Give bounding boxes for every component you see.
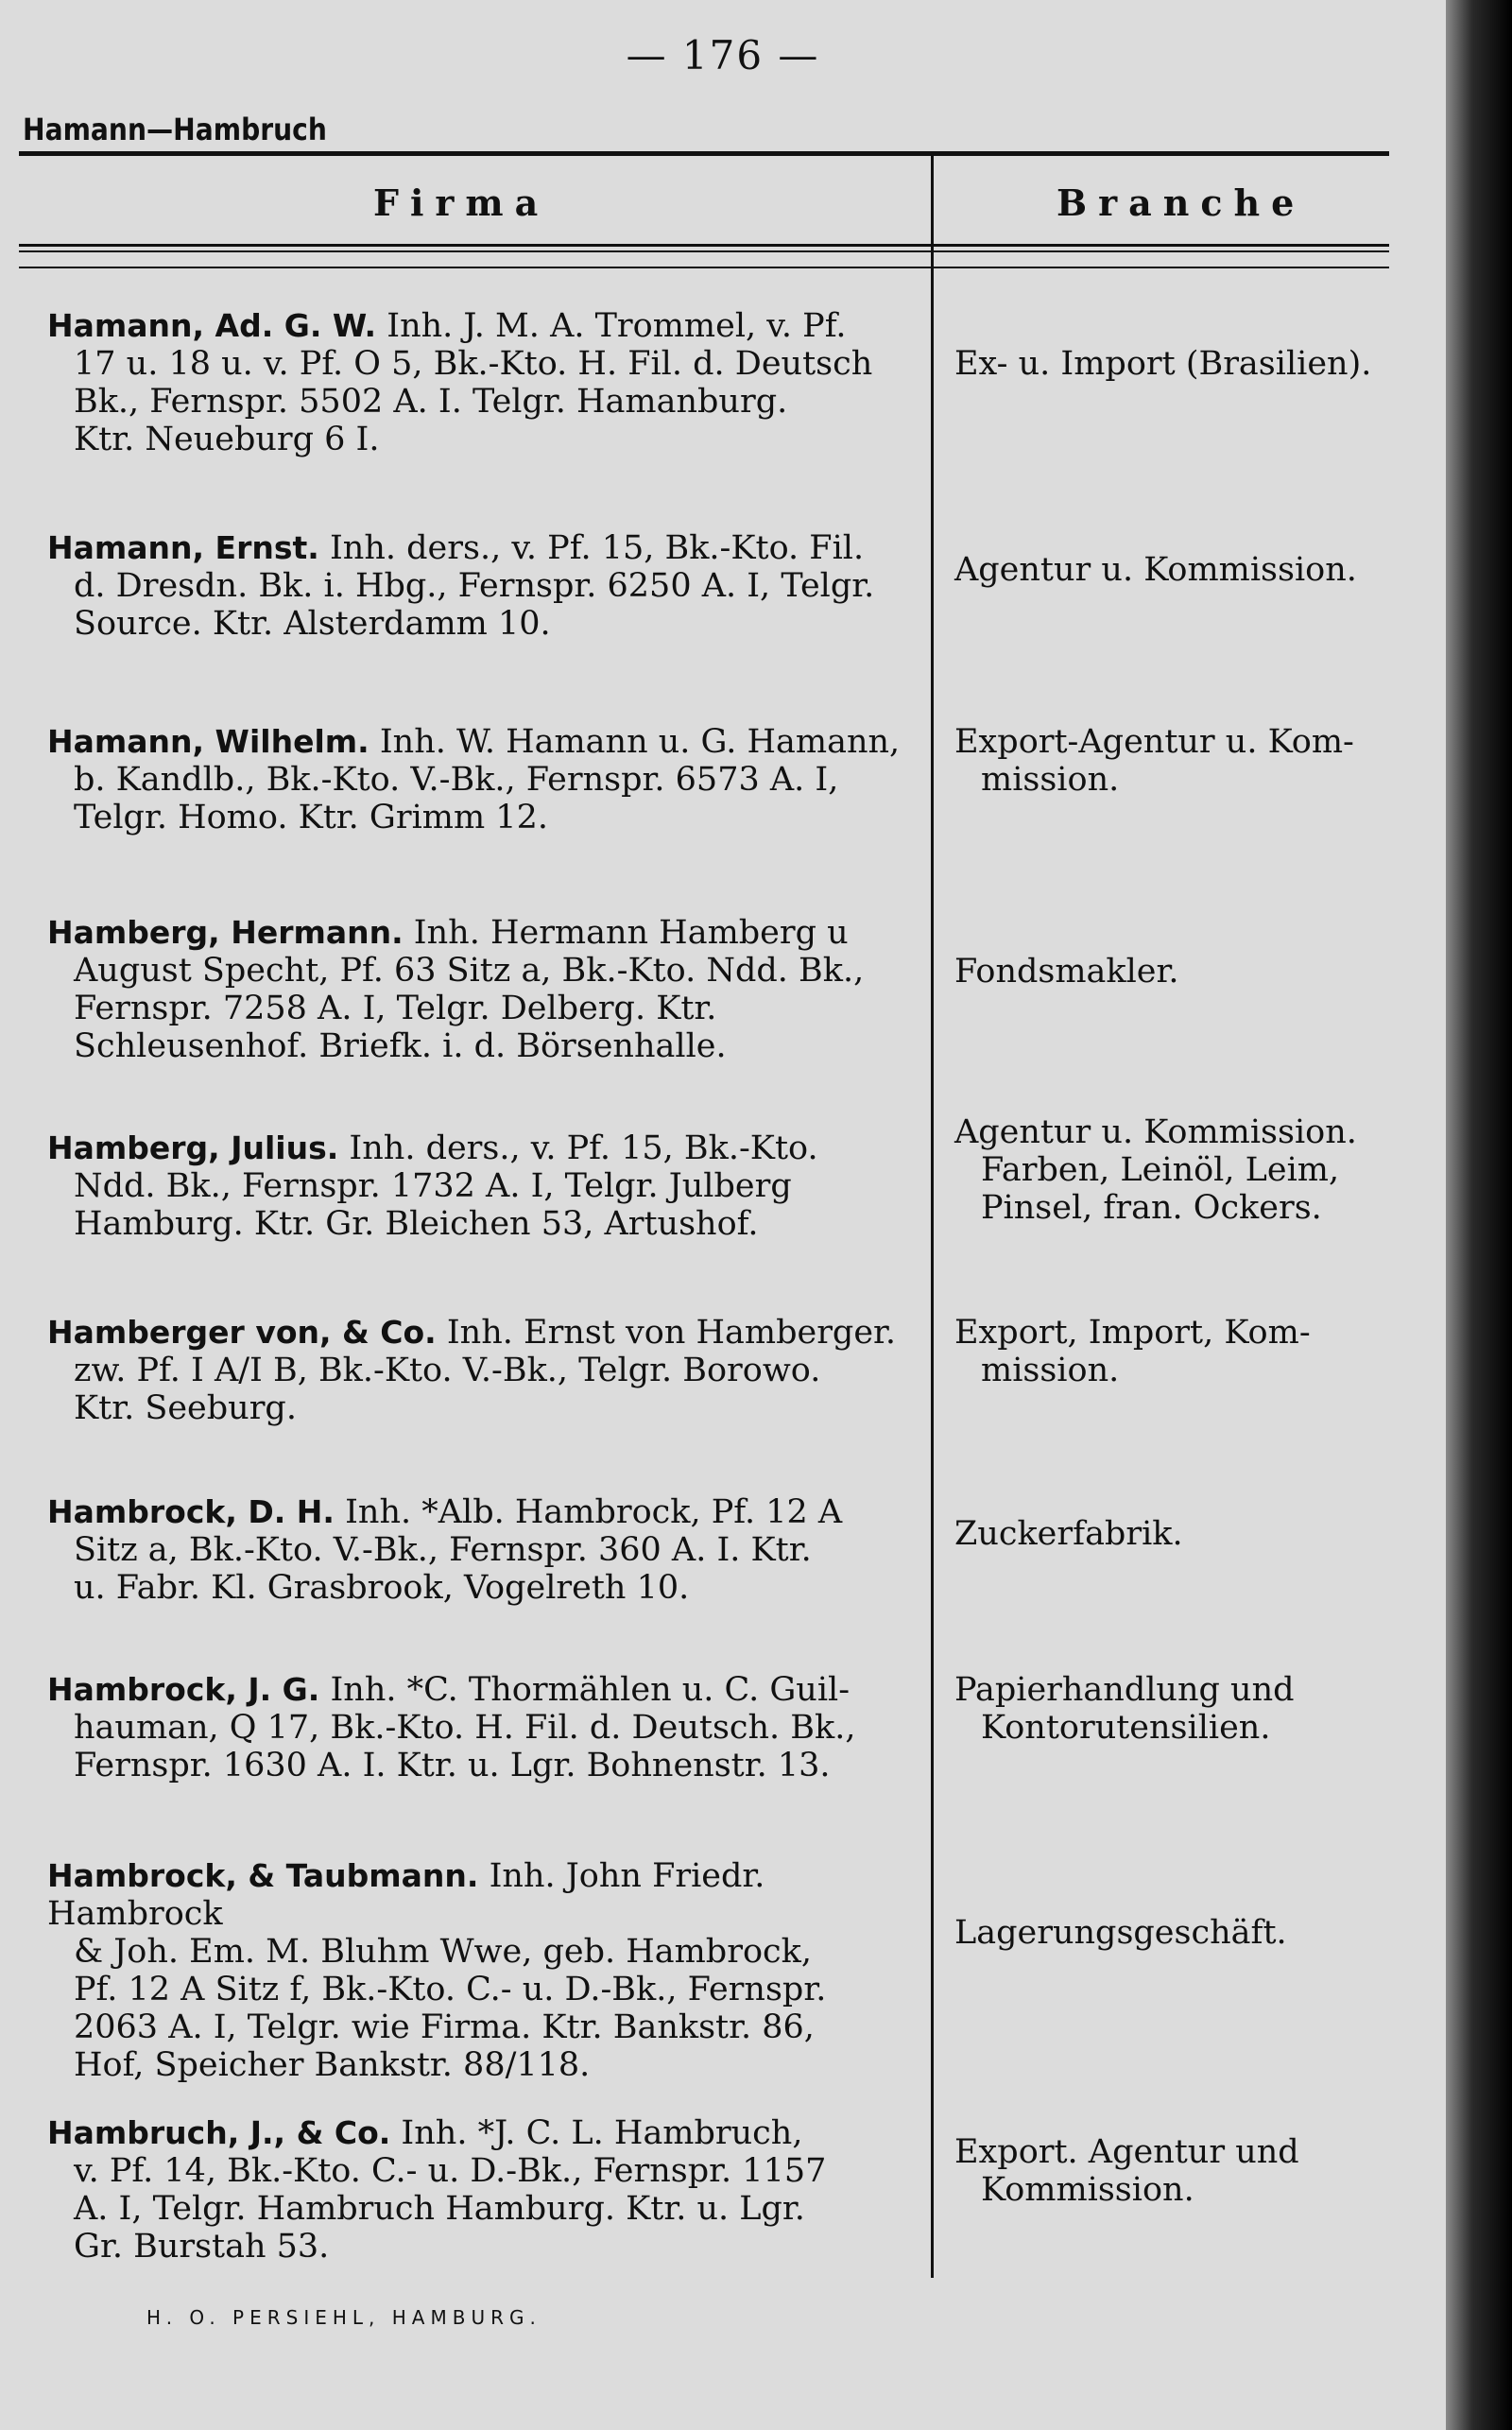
branche-text: Agentur u. Kommission. (954, 551, 1357, 589)
entry-firma (47, 914, 926, 1065)
firm-details-line: Hamburg. Ktr. Gr. Bleichen 53, Artushof. (74, 1205, 759, 1243)
firm-details-line: Ktr. Seeburg. (74, 1389, 297, 1427)
firm-details-line: Bk., Fernspr. 5502 A. I. Telgr. Hamanburg. (74, 383, 788, 421)
firm-name: Hambrock, D. H. (47, 1493, 335, 1530)
branche-text-line: Kommission. (981, 2171, 1194, 2209)
entry-branche (954, 1515, 1427, 1553)
entry-branche (954, 1113, 1427, 1227)
firm-details: Inh. J. M. A. Trommel, v. Pf. (387, 307, 847, 345)
firm-name: Hamberg, Hermann. (47, 914, 404, 951)
firm-details-line: 17 u. 18 u. v. Pf. O 5, Bk.-Kto. H. Fil. d. Deutsch (74, 345, 873, 383)
firm-details-line: Source. Ktr. Alsterdamm 10. (74, 605, 551, 643)
firm-details: Inh. John Friedr. Hambrock (47, 1857, 765, 1933)
branche-text-line: mission. (981, 1352, 1120, 1389)
branche-text: Export-Agentur u. Kom- (954, 723, 1354, 761)
firm-details-line: Ndd. Bk., Fernspr. 1732 A. I, Telgr. Julberg (74, 1167, 792, 1205)
column-header-branche: Branche (1057, 181, 1306, 224)
entry-firma (47, 1314, 926, 1427)
entry-branche (954, 1314, 1427, 1389)
column-divider (931, 151, 934, 2278)
branche-text: Agentur u. Kommission. (954, 1113, 1357, 1151)
firm-details-line: u. Fabr. Kl. Grasbrook, Vogelreth 10. (74, 1569, 690, 1607)
firm-details-line: b. Kandlb., Bk.-Kto. V.-Bk., Fernspr. 6573 A. I, (74, 761, 839, 799)
firm-name: Hamberger von, & Co. (47, 1314, 437, 1351)
firm-details: Inh. Hermann Hamberg u (413, 914, 849, 952)
firm-details-line: zw. Pf. I A/I B, Bk.-Kto. V.-Bk., Telgr. Borowo. (74, 1352, 821, 1389)
entry-branche (954, 1671, 1427, 1747)
firm-details-line: d. Dresdn. Bk. i. Hbg., Fernspr. 6250 A. I, Telgr. (74, 567, 875, 605)
firm-details-line: Fernspr. 1630 A. I. Ktr. u. Lgr. Bohnenstr. 13. (74, 1747, 831, 1784)
firm-details-line: A. I, Telgr. Hambruch Hamburg. Ktr. u. Lgr. (74, 2190, 805, 2228)
firm-details: Inh. *J. C. L. Hambruch, (401, 2114, 803, 2152)
branche-text: Export, Import, Kom- (954, 1314, 1311, 1352)
firm-details-line: v. Pf. 14, Bk.-Kto. C.- u. D.-Bk., Fernspr. 1157 (74, 2152, 827, 2190)
header-rule (19, 244, 1389, 252)
firm-details-line: & Joh. Em. M. Bluhm Wwe, geb. Hambrock, (74, 1933, 812, 1971)
firm-details: Inh. ders., v. Pf. 15, Bk.-Kto. (349, 1129, 818, 1167)
firm-details-line: 2063 A. I, Telgr. wie Firma. Ktr. Bankstr. 86, (74, 2008, 815, 2046)
firm-name: Hambrock, & Taubmann. (47, 1857, 479, 1894)
branche-text-line: mission. (981, 761, 1120, 799)
branche-text-line: Pinsel, fran. Ockers. (981, 1189, 1322, 1227)
branche-text: Export. Agentur und (954, 2133, 1299, 2171)
top-rule (19, 151, 1389, 156)
branche-text: Papierhandlung und (954, 1671, 1295, 1709)
firm-details-line: Hof, Speicher Bankstr. 88/118. (74, 2046, 591, 2084)
firm-details: Inh. *Alb. Hambrock, Pf. 12 A (345, 1493, 843, 1531)
entry-branche (954, 2133, 1427, 2209)
running-head: Hamann—Hambruch (23, 112, 327, 147)
firm-details-line: Gr. Burstah 53. (74, 2228, 330, 2266)
firm-details: Inh. ders., v. Pf. 15, Bk.-Kto. Fil. (329, 529, 865, 567)
entry-branche (954, 551, 1427, 589)
firm-details-line: Schleusenhof. Briefk. i. d. Börsenhalle. (74, 1027, 727, 1065)
firm-details: Inh. Ernst von Hamberger. (446, 1314, 897, 1352)
entry-branche (954, 345, 1427, 383)
branche-text-line: Farben, Leinöl, Leim, (981, 1151, 1340, 1189)
firm-name: Hamann, Ad. G. W. (47, 307, 377, 344)
firm-details-line: Pf. 12 A Sitz f, Bk.-Kto. C.- u. D.-Bk., Fernspr. (74, 1971, 827, 2008)
entry-branche (954, 1914, 1427, 1952)
header-rule-lower (19, 267, 1389, 268)
entry-firma (47, 1671, 926, 1784)
firm-name: Hambrock, J. G. (47, 1671, 320, 1708)
branche-text: Lagerungsgeschäft. (954, 1914, 1287, 1952)
firm-details-line: Ktr. Neueburg 6 I. (74, 421, 380, 458)
printer-imprint: H. O. PERSIEHL, HAMBURG. (146, 2306, 541, 2329)
firm-details-line: hauman, Q 17, Bk.-Kto. H. Fil. d. Deutsch. Bk., (74, 1709, 856, 1747)
branche-text: Fondsmakler. (954, 953, 1179, 991)
entry-firma (47, 1129, 926, 1243)
firm-name: Hambruch, J., & Co. (47, 2114, 391, 2151)
page-number: — 176 — (626, 32, 820, 78)
firm-details: Inh. *C. Thormählen u. C. Guil- (330, 1671, 850, 1709)
firm-details: Inh. W. Hamann u. G. Hamann, (379, 723, 901, 761)
entry-firma (47, 723, 926, 836)
firm-name: Hamann, Wilhelm. (47, 723, 369, 760)
firm-name: Hamann, Ernst. (47, 529, 319, 566)
entry-firma (47, 2114, 926, 2266)
branche-text: Zuckerfabrik. (954, 1515, 1183, 1553)
entry-firma (47, 529, 926, 643)
column-header-firma: Firma (373, 181, 550, 224)
branche-text: Ex- u. Import (Brasilien). (954, 345, 1372, 383)
entry-firma (47, 1857, 926, 2084)
firm-details-line: August Specht, Pf. 63 Sitz a, Bk.-Kto. Ndd. Bk., (74, 952, 865, 990)
branche-text-line: Kontorutensilien. (981, 1709, 1271, 1747)
firm-name: Hamberg, Julius. (47, 1129, 339, 1166)
firm-details-line: Telgr. Homo. Ktr. Grimm 12. (74, 799, 548, 836)
entry-firma (47, 1493, 926, 1607)
entry-firma (47, 307, 926, 458)
firm-details-line: Fernspr. 7258 A. I, Telgr. Delberg. Ktr. (74, 990, 717, 1027)
book-spine-shadow (1446, 0, 1512, 2430)
firm-details-line: Sitz a, Bk.-Kto. V.-Bk., Fernspr. 360 A. I. Ktr. (74, 1531, 812, 1569)
entry-branche (954, 723, 1427, 799)
entry-branche (954, 953, 1427, 991)
